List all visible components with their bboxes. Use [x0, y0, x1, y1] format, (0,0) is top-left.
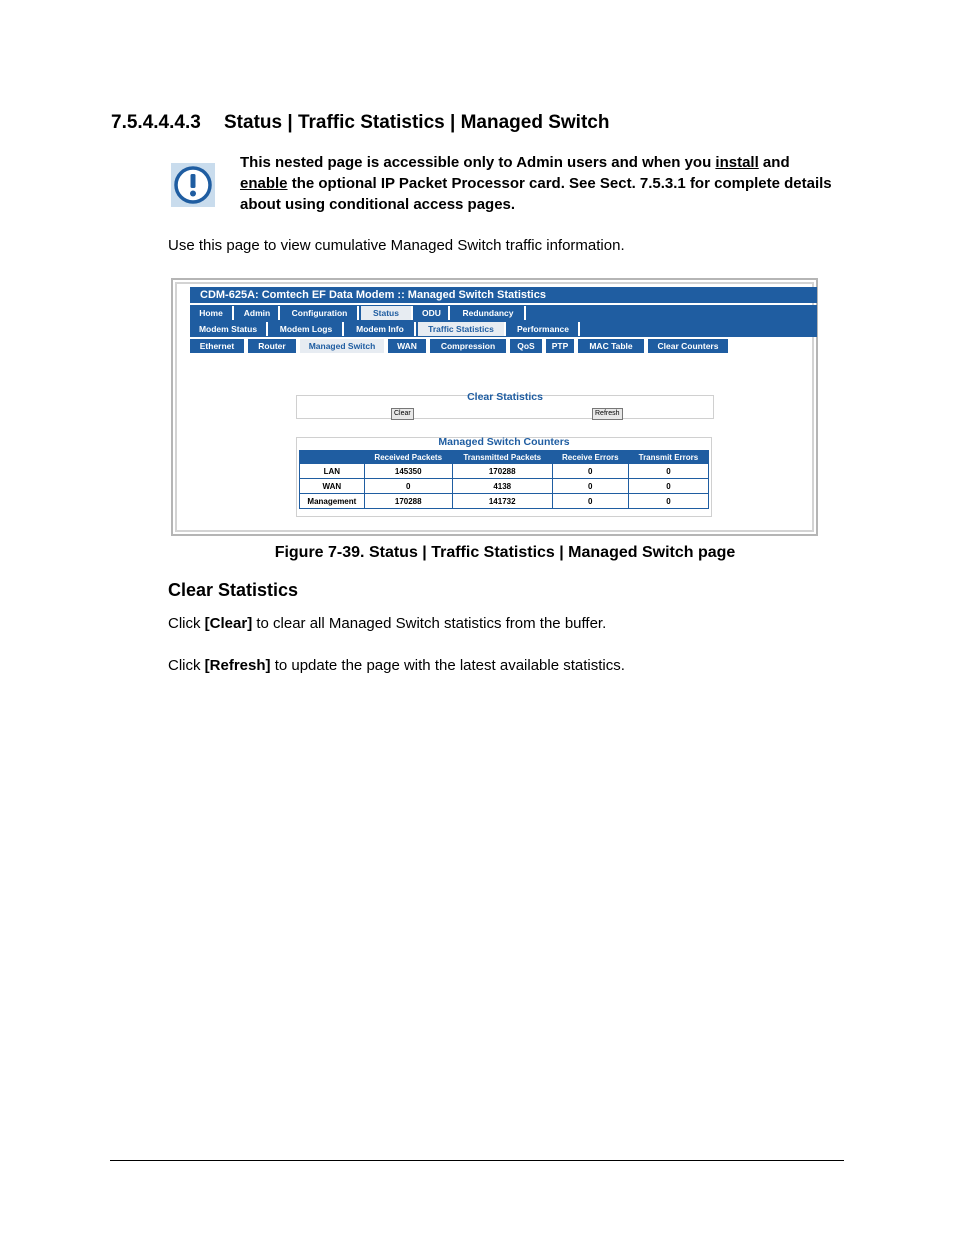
table-row	[300, 479, 709, 494]
table-header-row	[300, 451, 709, 464]
nav-row-traffic	[190, 337, 730, 353]
tab-modem-status[interactable]: Modem Status	[190, 322, 268, 336]
admin-access-note	[240, 152, 840, 215]
clear-statistics-title: Clear Statistics	[467, 391, 543, 403]
tab-odu[interactable]: ODU	[415, 306, 450, 320]
clear-statistics-heading: Clear Statistics	[168, 580, 299, 600]
tab-redundancy[interactable]: Redundancy	[452, 306, 526, 320]
clear-statistics-panel	[296, 391, 714, 419]
clear-para-post: to clear all Managed Switch statistics from the buffer.	[252, 615, 607, 632]
counters-title: Managed Switch Counters	[438, 436, 570, 448]
enable-link[interactable]: enable	[240, 175, 288, 192]
tab-clear-counters[interactable]: Clear Counters	[648, 339, 730, 353]
install-link[interactable]: install	[715, 154, 759, 171]
row-label: LAN	[300, 464, 365, 479]
refresh-button[interactable]: Refresh	[592, 408, 623, 420]
table-row	[300, 494, 709, 509]
refresh-para-post: to update the page with the latest available statistics.	[270, 657, 625, 674]
tab-qos[interactable]: QoS	[510, 339, 544, 353]
table-cell: 0	[552, 494, 628, 509]
column-header: Received Packets	[364, 451, 452, 464]
counters-table	[299, 450, 709, 509]
table-cell: 145350	[364, 464, 452, 479]
tab-performance[interactable]: Performance	[508, 322, 580, 336]
tab-status[interactable]: Status	[361, 306, 413, 320]
table-cell: 170288	[364, 494, 452, 509]
tab-ptp[interactable]: PTP	[546, 339, 576, 353]
tab-compression[interactable]: Compression	[430, 339, 508, 353]
tab-modem-info[interactable]: Modem Info	[346, 322, 416, 336]
nav-row-status	[190, 321, 817, 337]
clear-button[interactable]: Clear	[391, 408, 414, 420]
tab-admin[interactable]: Admin	[236, 306, 280, 320]
section-title: Status | Traffic Statistics | Managed Switch	[224, 112, 610, 133]
clear-para-pre: Click	[168, 615, 205, 632]
row-label: WAN	[300, 479, 365, 494]
table-cell: 4138	[452, 479, 552, 494]
table-cell: 170288	[452, 464, 552, 479]
column-header: Transmit Errors	[628, 451, 708, 464]
figure-caption: Figure 7-39. Status | Traffic Statistics | Managed Switch page	[274, 544, 736, 561]
table-cell: 0	[628, 479, 708, 494]
app-title-bar: CDM-625A: Comtech EF Data Modem :: Managed Switch Statistics	[190, 287, 817, 303]
table-cell: 0	[628, 464, 708, 479]
tab-router[interactable]: Router	[248, 339, 298, 353]
section-number: 7.5.4.4.4.3	[111, 112, 201, 133]
info-exclamation-icon	[171, 163, 215, 207]
clear-paragraph	[168, 614, 606, 634]
managed-switch-screenshot	[171, 278, 818, 536]
column-header	[300, 451, 365, 464]
note-text-a: This nested page is accessible only to Admin users and when you	[240, 154, 716, 171]
tab-modem-logs[interactable]: Modem Logs	[270, 322, 344, 336]
tab-ethernet[interactable]: Ethernet	[190, 339, 246, 353]
table-cell: 0	[628, 494, 708, 509]
note-text-b: and	[758, 154, 790, 171]
column-header: Receive Errors	[552, 451, 628, 464]
table-cell: 0	[364, 479, 452, 494]
refresh-paragraph	[168, 656, 625, 676]
tab-wan[interactable]: WAN	[388, 339, 428, 353]
column-header: Transmitted Packets	[452, 451, 552, 464]
nav-row-main	[190, 305, 817, 321]
tab-traffic-statistics[interactable]: Traffic Statistics	[418, 322, 506, 336]
section-heading	[111, 112, 609, 134]
table-cell: 0	[552, 479, 628, 494]
refresh-para-bold: [Refresh]	[204, 657, 271, 674]
refresh-para-pre: Click	[168, 657, 205, 674]
tab-mac-table[interactable]: MAC Table	[578, 339, 646, 353]
table-cell: 0	[552, 464, 628, 479]
table-cell: 141732	[452, 494, 552, 509]
table-row	[300, 464, 709, 479]
footer-divider	[110, 1160, 844, 1161]
note-text-c: the optional IP Packet Processor card. See Sect. 7.5.3.1 for complete details about using conditional access pages.	[240, 175, 832, 213]
managed-switch-counters-panel	[296, 437, 712, 517]
tab-configuration[interactable]: Configuration	[282, 306, 359, 320]
row-label: Management	[300, 494, 365, 509]
tab-home[interactable]: Home	[190, 306, 234, 320]
intro-paragraph: Use this page to view cumulative Managed Switch traffic information.	[168, 237, 625, 254]
clear-para-bold: [Clear]	[204, 615, 253, 632]
tab-managed-switch[interactable]: Managed Switch	[300, 339, 386, 353]
